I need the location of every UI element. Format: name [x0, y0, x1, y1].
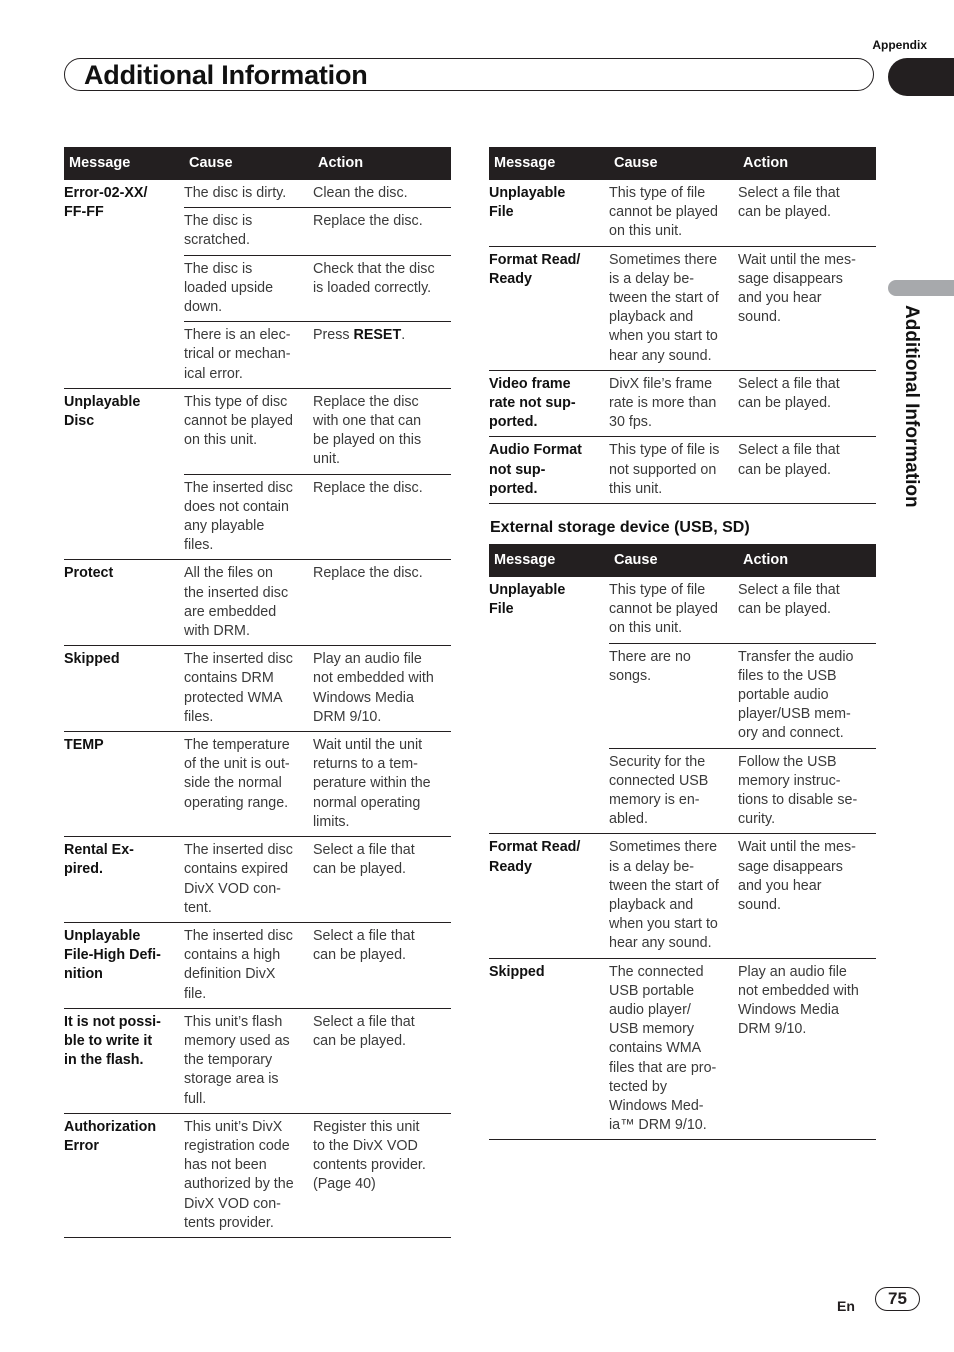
header-action: Action — [313, 147, 451, 180]
cause-cell: There is an elec- trical or mechan- ical error. — [184, 322, 313, 389]
action-cell: Select a file that can be played. — [313, 922, 451, 1008]
cause-cell: The inserted disc contains DRM protected WMA files. — [184, 646, 313, 732]
cause-cell: DivX file’s frame rate is more than 30 fps. — [609, 370, 738, 437]
cause-cell: This type of file cannot be played on this unit. — [609, 582, 718, 637]
table-row — [64, 180, 451, 208]
table-row — [489, 958, 876, 1140]
action-cell: Clean the disc. — [313, 185, 408, 201]
header-cause: Cause — [609, 147, 738, 180]
header-action: Action — [738, 147, 876, 180]
cause-cell: The temperature of the unit is out- side the normal operating range. — [184, 732, 313, 837]
cause-cell: The disc is scratched. — [184, 208, 313, 255]
table-row — [64, 1113, 451, 1237]
cause-cell: The disc is loaded upside down. — [184, 255, 313, 322]
header-message: Message — [489, 147, 609, 180]
action-cell: Select a file that can be played. — [738, 582, 840, 618]
table-row — [64, 922, 451, 1008]
message-cell: It is not possi- ble to write it in the flash. — [64, 1008, 184, 1113]
action-cell: Select a file that can be played. — [738, 437, 876, 504]
message-cell: Unplayable File-High Defi- nition — [64, 922, 184, 1008]
page-title: Additional Information — [84, 60, 368, 90]
table-row — [64, 837, 451, 923]
message-cell: Error-02-XX/ FF-FF — [64, 185, 148, 221]
table-row — [64, 560, 451, 646]
table-row — [489, 246, 876, 370]
message-cell: Audio Format not sup- ported. — [489, 437, 609, 504]
table-row — [489, 180, 876, 246]
action-cell: Wait until the mes- sage disappears and you hear sound. — [738, 246, 876, 370]
header-action: Action — [738, 544, 876, 577]
table-row — [489, 437, 876, 504]
page-number: 75 — [875, 1287, 920, 1311]
action-cell: Play an audio file not embedded with Windows Media DRM 9/10. — [313, 646, 451, 732]
cause-cell: The inserted disc does not contain any playable files. — [184, 474, 313, 560]
message-cell: Video frame rate not sup- ported. — [489, 370, 609, 437]
cause-cell: There are no songs. — [609, 643, 738, 748]
table-row — [489, 834, 876, 958]
table-row — [64, 1008, 451, 1113]
section-tab — [888, 280, 954, 296]
message-cell: Rental Ex- pired. — [64, 837, 184, 923]
cause-cell: This type of file cannot be played on this unit. — [609, 185, 718, 240]
cause-cell: This type of disc cannot be played on this unit. — [184, 388, 313, 474]
action-cell: Wait until the mes- sage disappears and you hear sound. — [738, 834, 876, 958]
chapter-tab — [888, 58, 954, 96]
table-header-row — [489, 147, 876, 180]
action-cell: Follow the USB memory instruc- tions to disable se- curity. — [738, 748, 876, 834]
action-cell: Wait until the unit returns to a tem- perature within the normal operating limits. — [313, 732, 451, 837]
header-message: Message — [64, 147, 184, 180]
cause-cell: All the files on the inserted disc are embedded with DRM. — [184, 560, 313, 646]
cause-cell: Sometimes there is a delay be- tween the start of playback and when you start to hear any sound. — [609, 246, 738, 370]
cause-cell: The connected USB portable audio player/ USB memory contains WMA files that are pro- tected by Windows Med- ia™ DRM 9/10. — [609, 958, 738, 1140]
message-cell: Format Read/ Ready — [489, 834, 609, 958]
table-row — [489, 577, 876, 643]
action-cell: Replace the disc. — [313, 560, 451, 646]
cause-cell: This type of file is not supported on this unit. — [609, 437, 738, 504]
action-cell: Replace the disc with one that can be played on this unit. — [313, 388, 451, 474]
message-cell: Unplayable Disc — [64, 388, 184, 560]
cause-cell: The inserted disc contains expired DivX VOD con- tent. — [184, 837, 313, 923]
table-row — [489, 370, 876, 437]
action-cell: Replace the disc. — [313, 474, 451, 560]
table-row — [64, 646, 451, 732]
action-cell: Check that the disc is loaded correctly. — [313, 255, 451, 322]
section-heading-external-storage: External storage device (USB, SD) — [490, 519, 750, 536]
title-box — [64, 58, 874, 91]
error-message-table — [64, 147, 451, 1238]
action-cell: Play an audio file not embedded with Windows Media DRM 9/10. — [738, 958, 876, 1140]
appendix-label: Appendix — [872, 38, 927, 52]
header-cause: Cause — [184, 147, 313, 180]
action-cell: Transfer the audio files to the USB portable audio player/USB mem- ory and connect. — [738, 643, 876, 748]
message-cell: Format Read/ Ready — [489, 246, 609, 370]
reset-button-label: RESET — [353, 327, 402, 344]
action-cell: Replace the disc. — [313, 208, 451, 255]
cause-cell: The disc is dirty. — [184, 185, 287, 201]
language-label: En — [837, 1298, 855, 1314]
error-message-table-continued — [489, 147, 876, 504]
external-storage-error-table — [489, 544, 876, 1140]
table-header-row — [64, 147, 451, 180]
message-cell: Protect — [64, 560, 184, 646]
message-cell: TEMP — [64, 732, 184, 837]
cause-cell: Sometimes there is a delay be- tween the start of playback and when you start to hear any sound. — [609, 834, 738, 958]
message-cell: Unplayable File — [489, 582, 566, 618]
cause-cell: Security for the connected USB memory is en- abled. — [609, 748, 738, 834]
header-message: Message — [489, 544, 609, 577]
message-cell: Skipped — [489, 958, 609, 1140]
table-row — [64, 732, 451, 837]
cause-cell: This unit’s flash memory used as the temporary storage area is full. — [184, 1008, 313, 1113]
action-cell: Select a file that can be played. — [313, 837, 451, 923]
message-cell: Skipped — [64, 646, 184, 732]
table-header-row — [489, 544, 876, 577]
side-section-label: Additional Information — [901, 305, 922, 508]
action-cell: Register this unit to the DivX VOD contents provider. (Page 40) — [313, 1113, 451, 1237]
header-cause: Cause — [609, 544, 738, 577]
action-cell: Press RESET. — [313, 322, 451, 389]
cause-cell: The inserted disc contains a high definition DivX file. — [184, 922, 313, 1008]
message-cell: Unplayable File — [489, 185, 566, 221]
cause-cell: This unit’s DivX registration code has not been authorized by the DivX VOD con- tents provider. — [184, 1113, 313, 1237]
action-cell: Select a file that can be played. — [738, 370, 876, 437]
action-cell: Select a file that can be played. — [313, 1008, 451, 1113]
message-cell: Authorization Error — [64, 1113, 184, 1237]
action-cell: Select a file that can be played. — [738, 185, 840, 221]
table-row — [64, 388, 451, 474]
